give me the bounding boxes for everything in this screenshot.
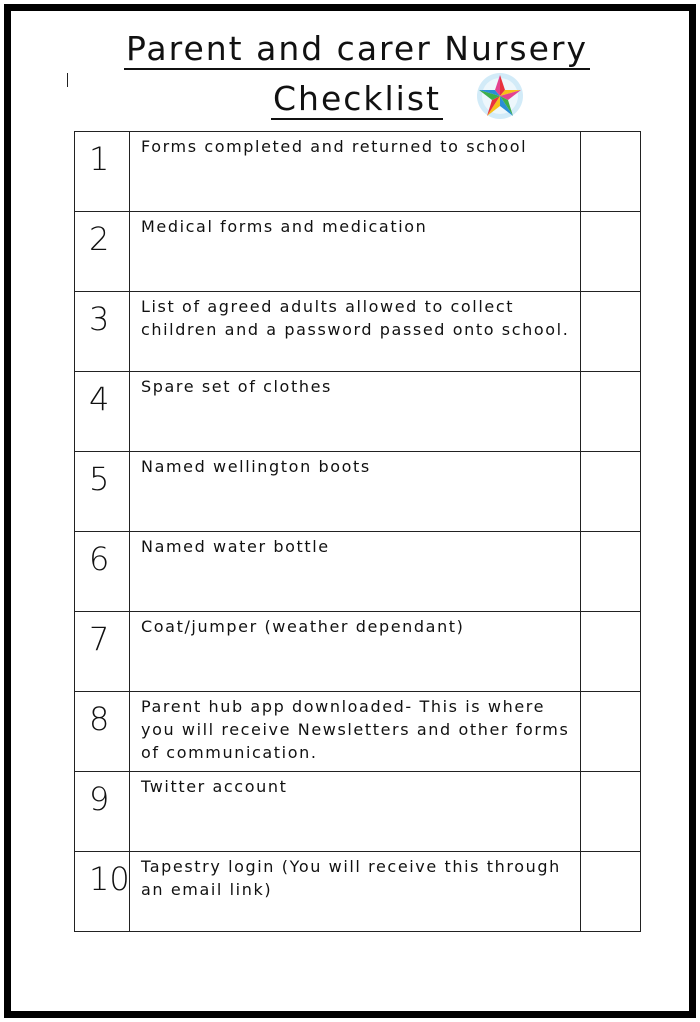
table-row [75,852,641,932]
table-row [75,132,641,212]
item-text: Forms completed and returned to school [130,132,581,212]
item-text: List of agreed adults allowed to collect children and a password passed onto school. [130,292,581,372]
item-number: 4 [75,372,130,452]
tick-box[interactable] [581,372,641,452]
item-number: 1 [75,132,130,212]
page-title-line-2 [11,79,700,118]
title-text-2: Checklist [273,79,441,118]
tick-box[interactable] [581,452,641,532]
item-text: Coat/jumper (weather dependant) [130,612,581,692]
table-row [75,372,641,452]
tick-box[interactable] [581,292,641,372]
item-number: 9 [75,772,130,852]
tick-box[interactable] [581,692,641,772]
item-number: 2 [75,212,130,292]
tick-box[interactable] [581,772,641,852]
table-row [75,212,641,292]
item-text: Named wellington boots [130,452,581,532]
checklist-body [75,132,641,932]
item-text: Tapestry login (You will receive this through an email link) [130,852,581,932]
item-number: 3 [75,292,130,372]
table-row [75,772,641,852]
item-number: 7 [75,612,130,692]
title-text-1: Parent and carer Nursery [125,29,589,68]
table-row [75,452,641,532]
checklist-table [74,131,641,932]
item-text: Twitter account [130,772,581,852]
item-number: 6 [75,532,130,612]
item-text: Parent hub app downloaded- This is where you will receive Newsletters and other forms of communication. [130,692,581,772]
tick-box[interactable] [581,132,641,212]
tick-box[interactable] [581,212,641,292]
page-border [4,4,696,1018]
item-number: 10 [75,852,130,932]
tick-box[interactable] [581,612,641,692]
item-text: Medical forms and medication [130,212,581,292]
table-row [75,532,641,612]
item-number: 8 [75,692,130,772]
item-text: Named water bottle [130,532,581,612]
star-logo-icon [475,71,525,121]
table-row [75,292,641,372]
tick-box[interactable] [581,532,641,612]
tick-box[interactable] [581,852,641,932]
item-number: 5 [75,452,130,532]
table-row [75,692,641,772]
page-title-line-1 [11,29,700,68]
table-row [75,612,641,692]
item-text: Spare set of clothes [130,372,581,452]
